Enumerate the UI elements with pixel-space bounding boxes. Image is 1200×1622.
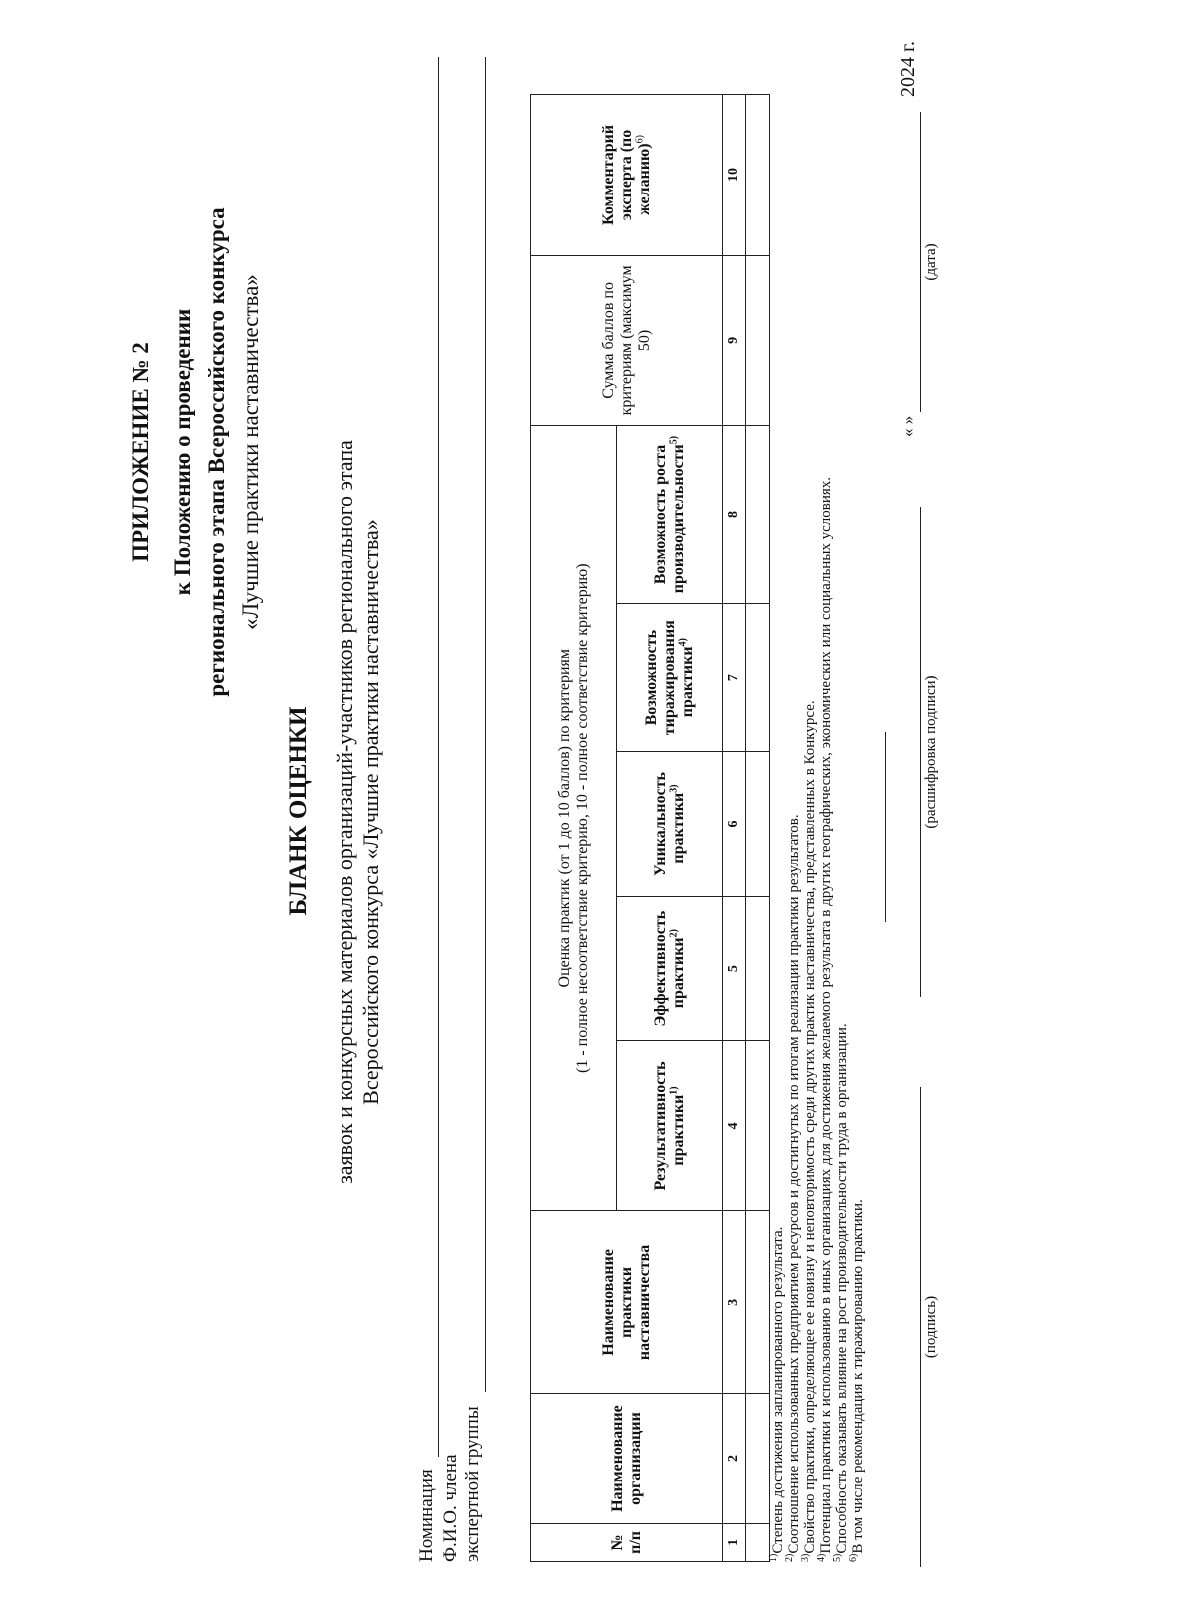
- table-cell[interactable]: [746, 1211, 770, 1394]
- table-cell[interactable]: [746, 604, 770, 752]
- appendix-line-2: регионального этапа Всероссийского конкурса: [204, 207, 229, 697]
- criterion-label-4: Возможность тиражирования практики: [642, 620, 696, 736]
- appendix-line-1: к Положению о проведении: [170, 308, 195, 596]
- form-subtitle-line-1: заявок и конкурсных материалов организаций-участников регионального этапа: [332, 440, 357, 1184]
- column-number: 3: [723, 1211, 746, 1394]
- criterion-label-5: Возможность роста производительности: [651, 444, 687, 594]
- footnote-text: Способность оказывать влияние на рост производительности труда в организации.: [834, 1023, 850, 1554]
- table-cell[interactable]: [746, 1041, 770, 1211]
- footnote-text: В том числе рекомендация к тиражированию практики.: [850, 1199, 866, 1554]
- table-cell[interactable]: [746, 255, 770, 425]
- criterion-header-3: [617, 752, 723, 897]
- criterion-mark-2: 2): [668, 929, 680, 938]
- footnote-text: Потенциал практики к использованию в иных организациях для достижения желаемого результата в других географических, экономических или социальных условиях.: [818, 476, 834, 1554]
- footnote-text: Соотношение использованных предприятием ресурсов и достигнутых по итогам реализации практики результатов.: [786, 814, 802, 1554]
- footnote-mark: 6): [848, 1553, 859, 1562]
- criterion-mark-5: 5): [668, 435, 680, 445]
- evaluation-table: [530, 94, 770, 1562]
- date-line: [920, 112, 921, 412]
- criterion-header-2: [617, 896, 723, 1041]
- footnote-3: [802, 700, 819, 1562]
- expert-label-line-1: Ф.И.О. члена: [440, 1454, 461, 1562]
- footnote-text: Свойство практики, определяющее ее новизну и неповторимость среди других практик наставничества, представленных в Конкурсе.: [802, 700, 818, 1554]
- date-quotes: « »: [898, 415, 917, 437]
- criterion-mark-4: 4): [677, 638, 689, 647]
- footnote-text: Степень достижения запланированного результата.: [770, 1226, 786, 1554]
- signature-line: [920, 1087, 921, 1567]
- column-number: 2: [723, 1394, 746, 1524]
- col-header-no: № п/п: [531, 1523, 723, 1561]
- nomination-label: Номинация: [416, 1469, 437, 1562]
- footnote-mark: 2): [784, 1553, 795, 1562]
- empty-entry-row: [746, 95, 770, 1562]
- column-number: 6: [723, 752, 746, 897]
- footnote-6: [850, 1199, 867, 1562]
- criteria-group-line-2: (1 - полное несоответствие критерию, 10 - полное соответствие критерию): [573, 563, 591, 1073]
- column-number: 8: [723, 425, 746, 603]
- column-number-row: [723, 95, 746, 1562]
- signature-decoding-short-line: [885, 732, 886, 922]
- col-header-comment-text: Комментарий эксперта (по желанию): [599, 124, 653, 225]
- date-year: 2024 г.: [897, 41, 919, 97]
- criterion-header-5: [617, 425, 723, 603]
- appendix-title: ПРИЛОЖЕНИЕ № 2: [128, 342, 153, 562]
- table-cell[interactable]: [746, 1523, 770, 1561]
- criterion-label-3: Уникальность практики: [651, 771, 687, 877]
- appendix-line-3: «Лучшие практики наставничества»: [238, 274, 263, 630]
- sign-caption: (подпись): [923, 1295, 939, 1359]
- decoding-line: [920, 507, 921, 997]
- footnote-4: [818, 477, 835, 1562]
- col-header-comment-mark: 6): [634, 135, 646, 144]
- footnote-mark: 5): [832, 1553, 843, 1562]
- col-header-sum: Сумма баллов по критериям (максимум 50): [531, 255, 723, 425]
- decoding-caption: (расшифровка подписи): [923, 675, 939, 829]
- nomination-line: [438, 57, 439, 1457]
- table-cell[interactable]: [746, 1394, 770, 1524]
- criteria-group-line-1: Оценка практик (от 1 до 10 баллов) по критериям: [555, 648, 573, 988]
- criterion-header-1: [617, 1041, 723, 1211]
- expert-line: [485, 57, 486, 1392]
- column-number: 7: [723, 604, 746, 752]
- col-header-org: Наименование организации: [531, 1394, 723, 1524]
- table-cell[interactable]: [746, 95, 770, 256]
- criterion-mark-3: 3): [668, 784, 680, 793]
- table-cell[interactable]: [746, 425, 770, 603]
- table-cell[interactable]: [746, 752, 770, 897]
- criterion-label-2: Эффективность практики: [651, 910, 687, 1027]
- column-number: 4: [723, 1041, 746, 1211]
- column-number: 10: [723, 95, 746, 256]
- footnote-5: [834, 1023, 851, 1562]
- criteria-group-header: [531, 425, 617, 1211]
- col-header-practice: Наименование практики наставничества: [531, 1211, 723, 1394]
- footnote-mark: 1): [768, 1553, 779, 1562]
- criterion-header-4: [617, 604, 723, 752]
- col-header-comment: [531, 95, 723, 256]
- column-number: 9: [723, 255, 746, 425]
- expert-label-line-2: экспертной группы: [462, 1406, 483, 1562]
- footnote-mark: 4): [816, 1553, 827, 1562]
- criterion-label-1: Результативность практики: [651, 1061, 687, 1191]
- footnote-mark: 3): [800, 1553, 811, 1562]
- form-subtitle-line-2: Всероссийского конкурса «Лучшие практики наставничества»: [358, 519, 383, 1105]
- column-number: 1: [723, 1523, 746, 1561]
- form-title: БЛАНК ОЦЕНКИ: [285, 706, 312, 916]
- table-cell[interactable]: [746, 896, 770, 1041]
- footnote-2: [786, 814, 803, 1562]
- criterion-mark-1: 1): [668, 1086, 680, 1095]
- date-caption: (дата): [923, 243, 939, 281]
- column-number: 5: [723, 896, 746, 1041]
- footnote-1: [770, 1227, 787, 1562]
